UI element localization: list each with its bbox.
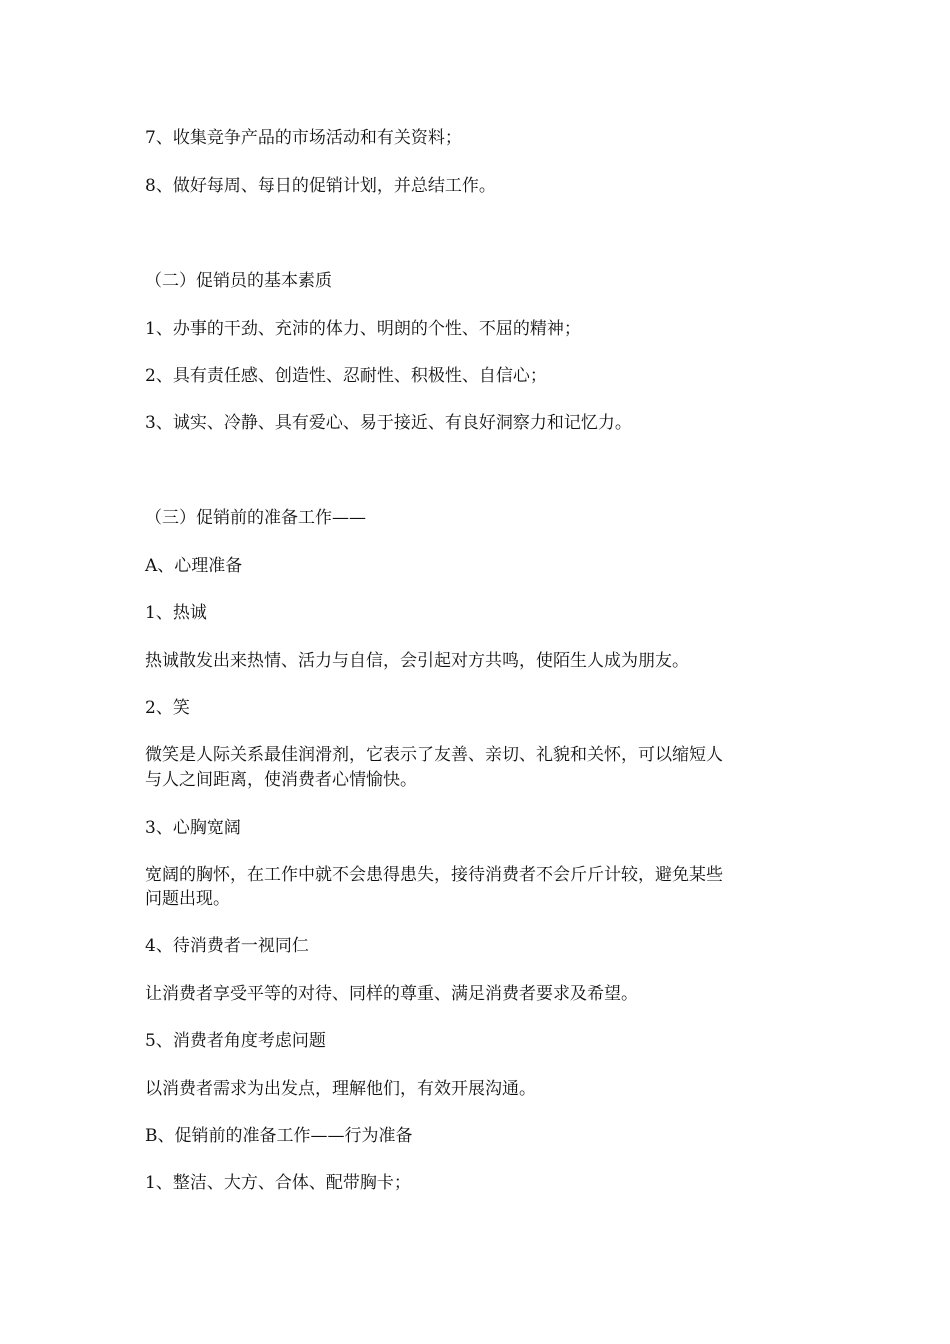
item-heading: 2、笑 xyxy=(145,698,190,718)
paragraph: 以消费者需求为出发点，理解他们，有效开展沟通。 xyxy=(145,1079,536,1099)
subsection-heading: A、心理准备 xyxy=(145,556,243,576)
paragraph: 2、具有责任感、创造性、忍耐性、积极性、自信心； xyxy=(145,366,547,386)
paragraph: 宽阔的胸怀，在工作中就不会患得患失，接待消费者不会斤斤计较，避免某些 xyxy=(145,865,723,885)
paragraph: 热诚散发出来热情、活力与自信，会引起对方共鸣，使陌生人成为朋友。 xyxy=(145,651,689,671)
paragraph-continuation: 问题出现。 xyxy=(145,889,230,909)
paragraph-continuation: 与人之间距离，使消费者心情愉快。 xyxy=(145,770,417,790)
subsection-heading: B、促销前的准备工作——行为准备 xyxy=(145,1126,413,1146)
item-heading: 1、热诚 xyxy=(145,603,207,623)
paragraph: 微笑是人际关系最佳润滑剂，它表示了友善、亲切、礼貌和关怀，可以缩短人 xyxy=(145,745,723,765)
paragraph: 1、办事的干劲、充沛的体力、明朗的个性、不屈的精神； xyxy=(145,319,581,339)
paragraph: 1、整洁、大方、合体、配带胸卡； xyxy=(145,1173,411,1193)
paragraph: 7、收集竞争产品的市场活动和有关资料； xyxy=(145,128,462,148)
paragraph: 8、做好每周、每日的促销计划，并总结工作。 xyxy=(145,176,496,196)
item-heading: 3、心胸宽阔 xyxy=(145,818,241,838)
section-heading: （二）促销员的基本素质 xyxy=(145,271,332,291)
paragraph: 3、诚实、冷静、具有爱心、易于接近、有良好洞察力和记忆力。 xyxy=(145,413,632,433)
item-heading: 5、消费者角度考虑问题 xyxy=(145,1031,326,1051)
section-heading: （三）促销前的准备工作—— xyxy=(145,508,366,528)
item-heading: 4、待消费者一视同仁 xyxy=(145,936,309,956)
paragraph: 让消费者享受平等的对待、同样的尊重、满足消费者要求及希望。 xyxy=(145,984,638,1004)
